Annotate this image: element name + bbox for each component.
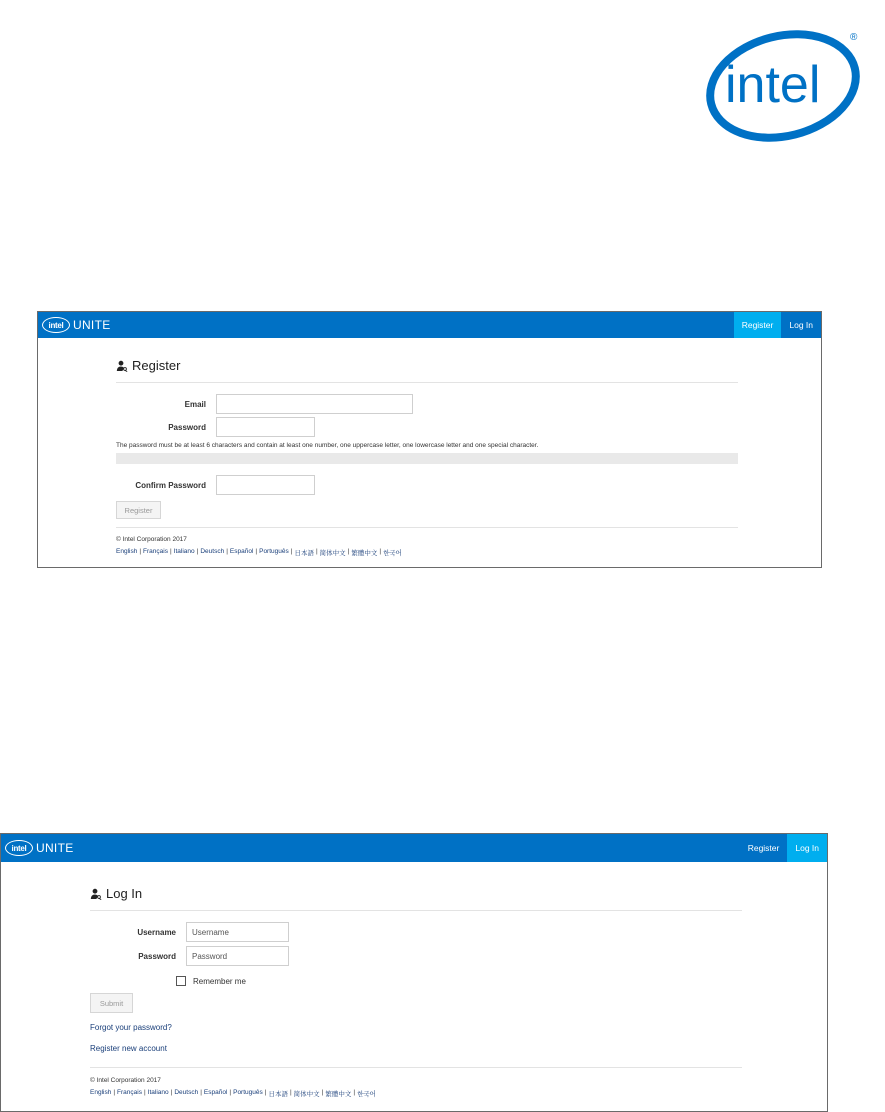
lang-link[interactable]: 简体中文 bbox=[319, 550, 346, 557]
language-list: English | Français | Italiano | Deutsch | Español | Português | 日本語 | 简体中文 | 繁體中文 | 한국어 bbox=[116, 548, 402, 557]
nav-login-link[interactable]: Log In bbox=[787, 834, 827, 862]
lang-link[interactable]: 日本語 bbox=[268, 1091, 288, 1098]
navbar bbox=[38, 312, 821, 338]
user-key-icon bbox=[116, 360, 128, 372]
lang-link[interactable]: 한국어 bbox=[383, 550, 402, 557]
lang-link[interactable]: English bbox=[116, 548, 138, 555]
password-label: Password bbox=[168, 422, 206, 432]
copyright: © Intel Corporation 2017 bbox=[90, 1077, 161, 1084]
lang-link[interactable]: Français bbox=[143, 548, 168, 555]
copyright: © Intel Corporation 2017 bbox=[116, 536, 187, 543]
password-hint: The password must be at least 6 characters and contain at least one number, one uppercase letter, one lowercase letter and one special character. bbox=[116, 442, 539, 449]
navbar bbox=[1, 834, 827, 862]
nav-register-link[interactable]: Register bbox=[747, 843, 780, 853]
lang-link[interactable]: 繁體中文 bbox=[351, 550, 378, 557]
remember-me-label: Remember me bbox=[193, 976, 246, 986]
register-new-account-link[interactable]: Register new account bbox=[90, 1044, 167, 1053]
divider bbox=[90, 910, 742, 911]
username-input[interactable]: Username bbox=[186, 922, 289, 942]
email-row bbox=[116, 394, 738, 414]
password-input[interactable]: Password bbox=[186, 946, 289, 966]
language-list: English | Français | Italiano | Deutsch | Español | Português | 日本語 | 简体中文 | 繁體中文 | 한국어 bbox=[90, 1089, 376, 1098]
email-field[interactable] bbox=[216, 394, 413, 414]
email-label: Email bbox=[184, 399, 206, 409]
intel-logo bbox=[705, 22, 865, 144]
password-strength-meter bbox=[116, 453, 738, 464]
password-row bbox=[90, 946, 742, 966]
username-label: Username bbox=[137, 927, 176, 937]
lang-link[interactable]: Español bbox=[203, 1089, 228, 1096]
remember-me bbox=[176, 976, 742, 986]
nav-login-link[interactable]: Log In bbox=[789, 320, 813, 330]
lang-link[interactable]: Español bbox=[229, 548, 254, 555]
register-title: Register bbox=[132, 358, 181, 373]
submit-button[interactable]: Submit bbox=[90, 993, 133, 1013]
intel-logo-text: intel bbox=[725, 56, 821, 114]
intel-mini-logo: intel bbox=[5, 840, 33, 856]
lang-link[interactable]: Português bbox=[259, 548, 289, 555]
lang-link[interactable]: Português bbox=[233, 1089, 263, 1096]
divider bbox=[90, 1067, 742, 1068]
brand[interactable] bbox=[5, 834, 74, 862]
lang-link[interactable]: Italiano bbox=[173, 548, 195, 555]
lang-link[interactable]: 繁體中文 bbox=[325, 1091, 352, 1098]
register-content bbox=[116, 338, 738, 557]
login-content bbox=[90, 862, 742, 1098]
divider bbox=[116, 527, 738, 528]
lang-link[interactable]: 简体中文 bbox=[293, 1091, 320, 1098]
page-title bbox=[116, 358, 738, 373]
lang-link[interactable]: 한국어 bbox=[357, 1091, 376, 1098]
confirm-password-label: Confirm Password bbox=[135, 480, 206, 490]
app-name: UNITE bbox=[73, 318, 111, 332]
user-key-icon bbox=[90, 888, 102, 900]
register-button[interactable]: Register bbox=[116, 501, 161, 519]
confirm-password-field[interactable] bbox=[216, 475, 315, 495]
password-row bbox=[116, 417, 738, 437]
login-screenshot bbox=[0, 833, 828, 1112]
forgot-password-link[interactable]: Forgot your password? bbox=[90, 1023, 172, 1032]
nav-register-link[interactable]: Register bbox=[734, 312, 782, 338]
confirm-row bbox=[116, 475, 738, 495]
lang-link[interactable]: Français bbox=[117, 1089, 142, 1096]
lang-link[interactable]: Deutsch bbox=[174, 1089, 199, 1096]
register-screenshot bbox=[37, 311, 822, 568]
lang-link[interactable]: Italiano bbox=[147, 1089, 169, 1096]
username-row bbox=[90, 922, 742, 942]
intel-mini-logo: intel bbox=[42, 317, 70, 333]
login-title: Log In bbox=[106, 886, 143, 901]
divider bbox=[116, 382, 738, 383]
password-label: Password bbox=[138, 951, 176, 961]
password-field[interactable] bbox=[216, 417, 315, 437]
lang-link[interactable]: 日本語 bbox=[294, 550, 314, 557]
page-title bbox=[90, 886, 742, 901]
brand[interactable] bbox=[42, 312, 111, 338]
remember-me-checkbox[interactable] bbox=[176, 976, 186, 986]
lang-link[interactable]: Deutsch bbox=[200, 548, 225, 555]
lang-link[interactable]: English bbox=[90, 1089, 112, 1096]
svg-text:®: ® bbox=[850, 32, 858, 43]
app-name: UNITE bbox=[36, 841, 74, 855]
